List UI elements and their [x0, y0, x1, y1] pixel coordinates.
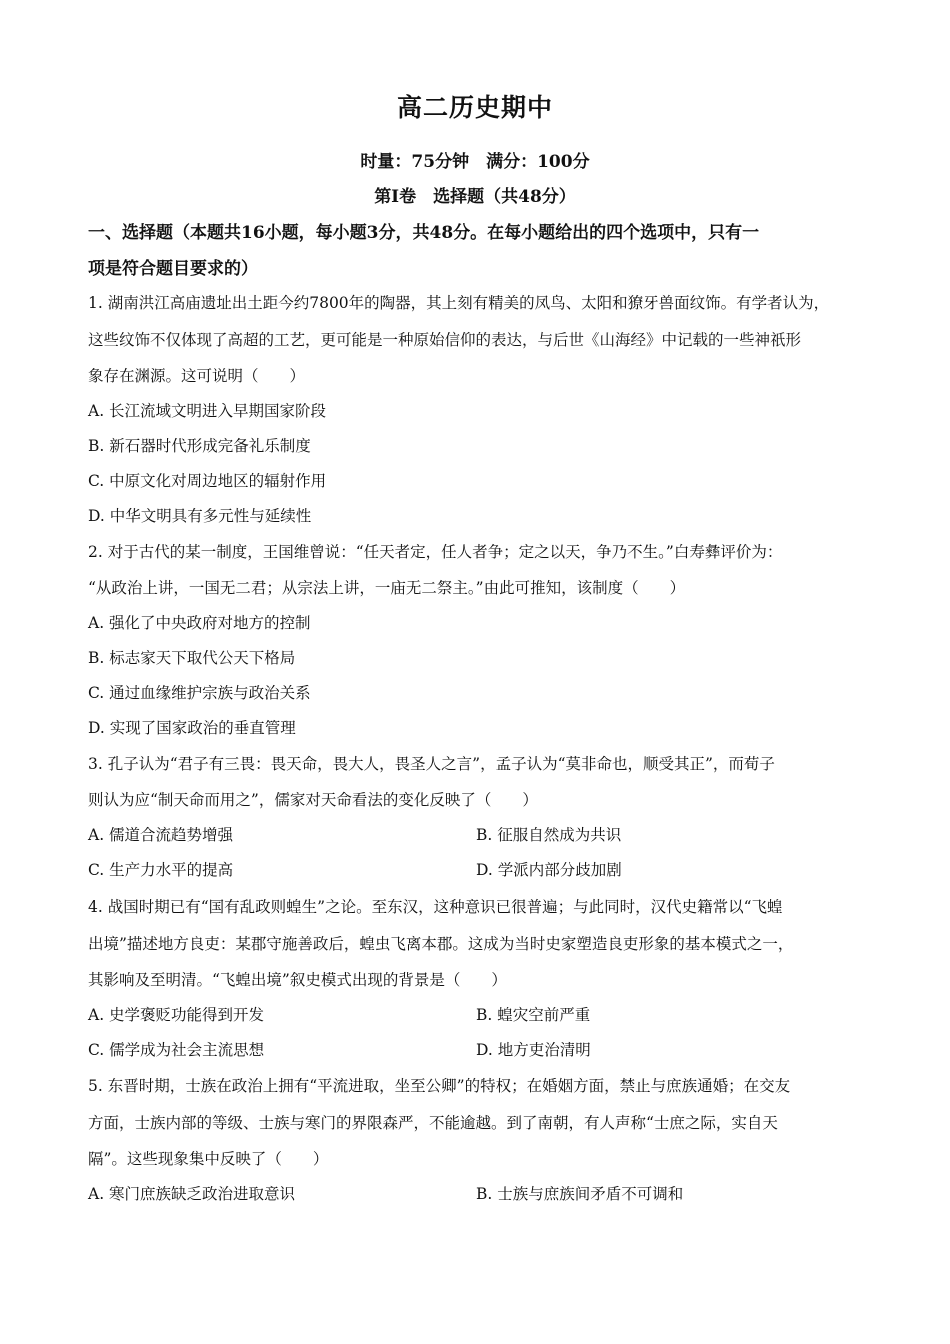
question-2-option-c: C. 通过血缘维护宗族与政治关系	[88, 684, 311, 702]
question-1-stem-line-3: 象存在渊源。这可说明（ ）	[88, 367, 306, 385]
question-4-option-b: B. 蝗灾空前严重	[476, 1006, 591, 1024]
question-3-stem-line-1: 3. 孔子认为“君子有三畏：畏天命，畏大人，畏圣人之言”，孟子认为“莫非命也，顺受其正”，而荀子	[88, 755, 775, 773]
question-5-option-b: B. 士族与庶族间矛盾不可调和	[476, 1185, 684, 1203]
question-2-stem-line-2: “从政治上讲，一国无二君；从宗法上讲，一庙无二祭主。”由此可推知，该制度（ ）	[88, 579, 686, 597]
page-title: 高二历史期中	[396, 93, 553, 122]
part-title: 第Ⅰ卷 选择题（共48分）	[374, 187, 576, 207]
question-5-stem-line-3: 隔”。这些现象集中反映了（ ）	[88, 1150, 329, 1168]
question-5-stem-line-2: 方面，士族内部的等级、士族与寒门的界限森严，不能逾越。到了南朝，有人声称“士庶之际，实自天	[88, 1114, 778, 1132]
question-1-option-a: A. 长江流域文明进入早期国家阶段	[88, 402, 327, 420]
question-3-option-d: D. 学派内部分歧加剧	[476, 861, 622, 879]
question-1-option-c: C. 中原文化对周边地区的辐射作用	[88, 472, 327, 490]
question-3-stem-line-2: 则认为应“制天命而用之”，儒家对天命看法的变化反映了（ ）	[88, 791, 538, 809]
question-4-stem-line-1: 4. 战国时期已有“国有乱政则蝗生”之论。至东汉，这种意识已很普遍；与此同时，汉代史籍常以“飞蝗	[88, 898, 783, 916]
question-1-stem-line-2: 这些纹饰不仅体现了高超的工艺，更可能是一种原始信仰的表达，与后世《山海经》中记载的一些神祇形	[88, 331, 802, 349]
question-2-option-b: B. 标志家天下取代公天下格局	[88, 649, 296, 667]
section-heading-line-2: 项是符合题目要求的）	[88, 259, 258, 279]
exam-info: 时量：75分钟 满分：100分	[360, 152, 590, 172]
question-1-option-b: B. 新石器时代形成完备礼乐制度	[88, 437, 311, 455]
question-1-option-d: D. 中华文明具有多元性与延续性	[88, 507, 312, 525]
section-heading-line-1: 一、选择题（本题共16小题，每小题3分，共48分。在每小题给出的四个选项中，只有一	[88, 223, 760, 243]
question-4-stem-line-2: 出境”描述地方良吏：某郡守施善政后，蝗虫飞离本郡。这成为当时史家塑造良吏形象的基本模式之一，	[88, 935, 794, 953]
question-3-option-c: C. 生产力水平的提高	[88, 861, 234, 879]
question-1-stem-line-1: 1. 湖南洪江高庙遗址出土距今约7800年的陶器，其上刻有精美的凤鸟、太阳和獠牙兽面纹饰。有学者认为，	[88, 294, 830, 312]
question-2-option-d: D. 实现了国家政治的垂直管理	[88, 719, 296, 737]
question-4-stem-line-3: 其影响及至明清。“飞蝗出境”叙史模式出现的背景是（ ）	[88, 971, 507, 989]
question-2-stem-line-1: 2. 对于古代的某一制度，王国维曾说：“任天者定，任人者争；定之以天，争乃不生。”白寿彝评价为：	[88, 543, 783, 561]
question-2-option-a: A. 强化了中央政府对地方的控制	[88, 614, 311, 632]
question-5-stem-line-1: 5. 东晋时期，士族在政治上拥有“平流进取，坐至公卿”的特权；在婚姻方面，禁止与庶族通婚；在交友	[88, 1077, 791, 1095]
question-3-option-a: A. 儒道合流趋势增强	[88, 826, 234, 844]
question-4-option-a: A. 史学褒贬功能得到开发	[88, 1006, 265, 1024]
question-3-option-b: B. 征服自然成为共识	[476, 826, 622, 844]
question-4-option-d: D. 地方吏治清明	[476, 1041, 591, 1059]
question-5-option-a: A. 寒门庶族缺乏政治进取意识	[88, 1185, 296, 1203]
question-4-option-c: C. 儒学成为社会主流思想	[88, 1041, 265, 1059]
